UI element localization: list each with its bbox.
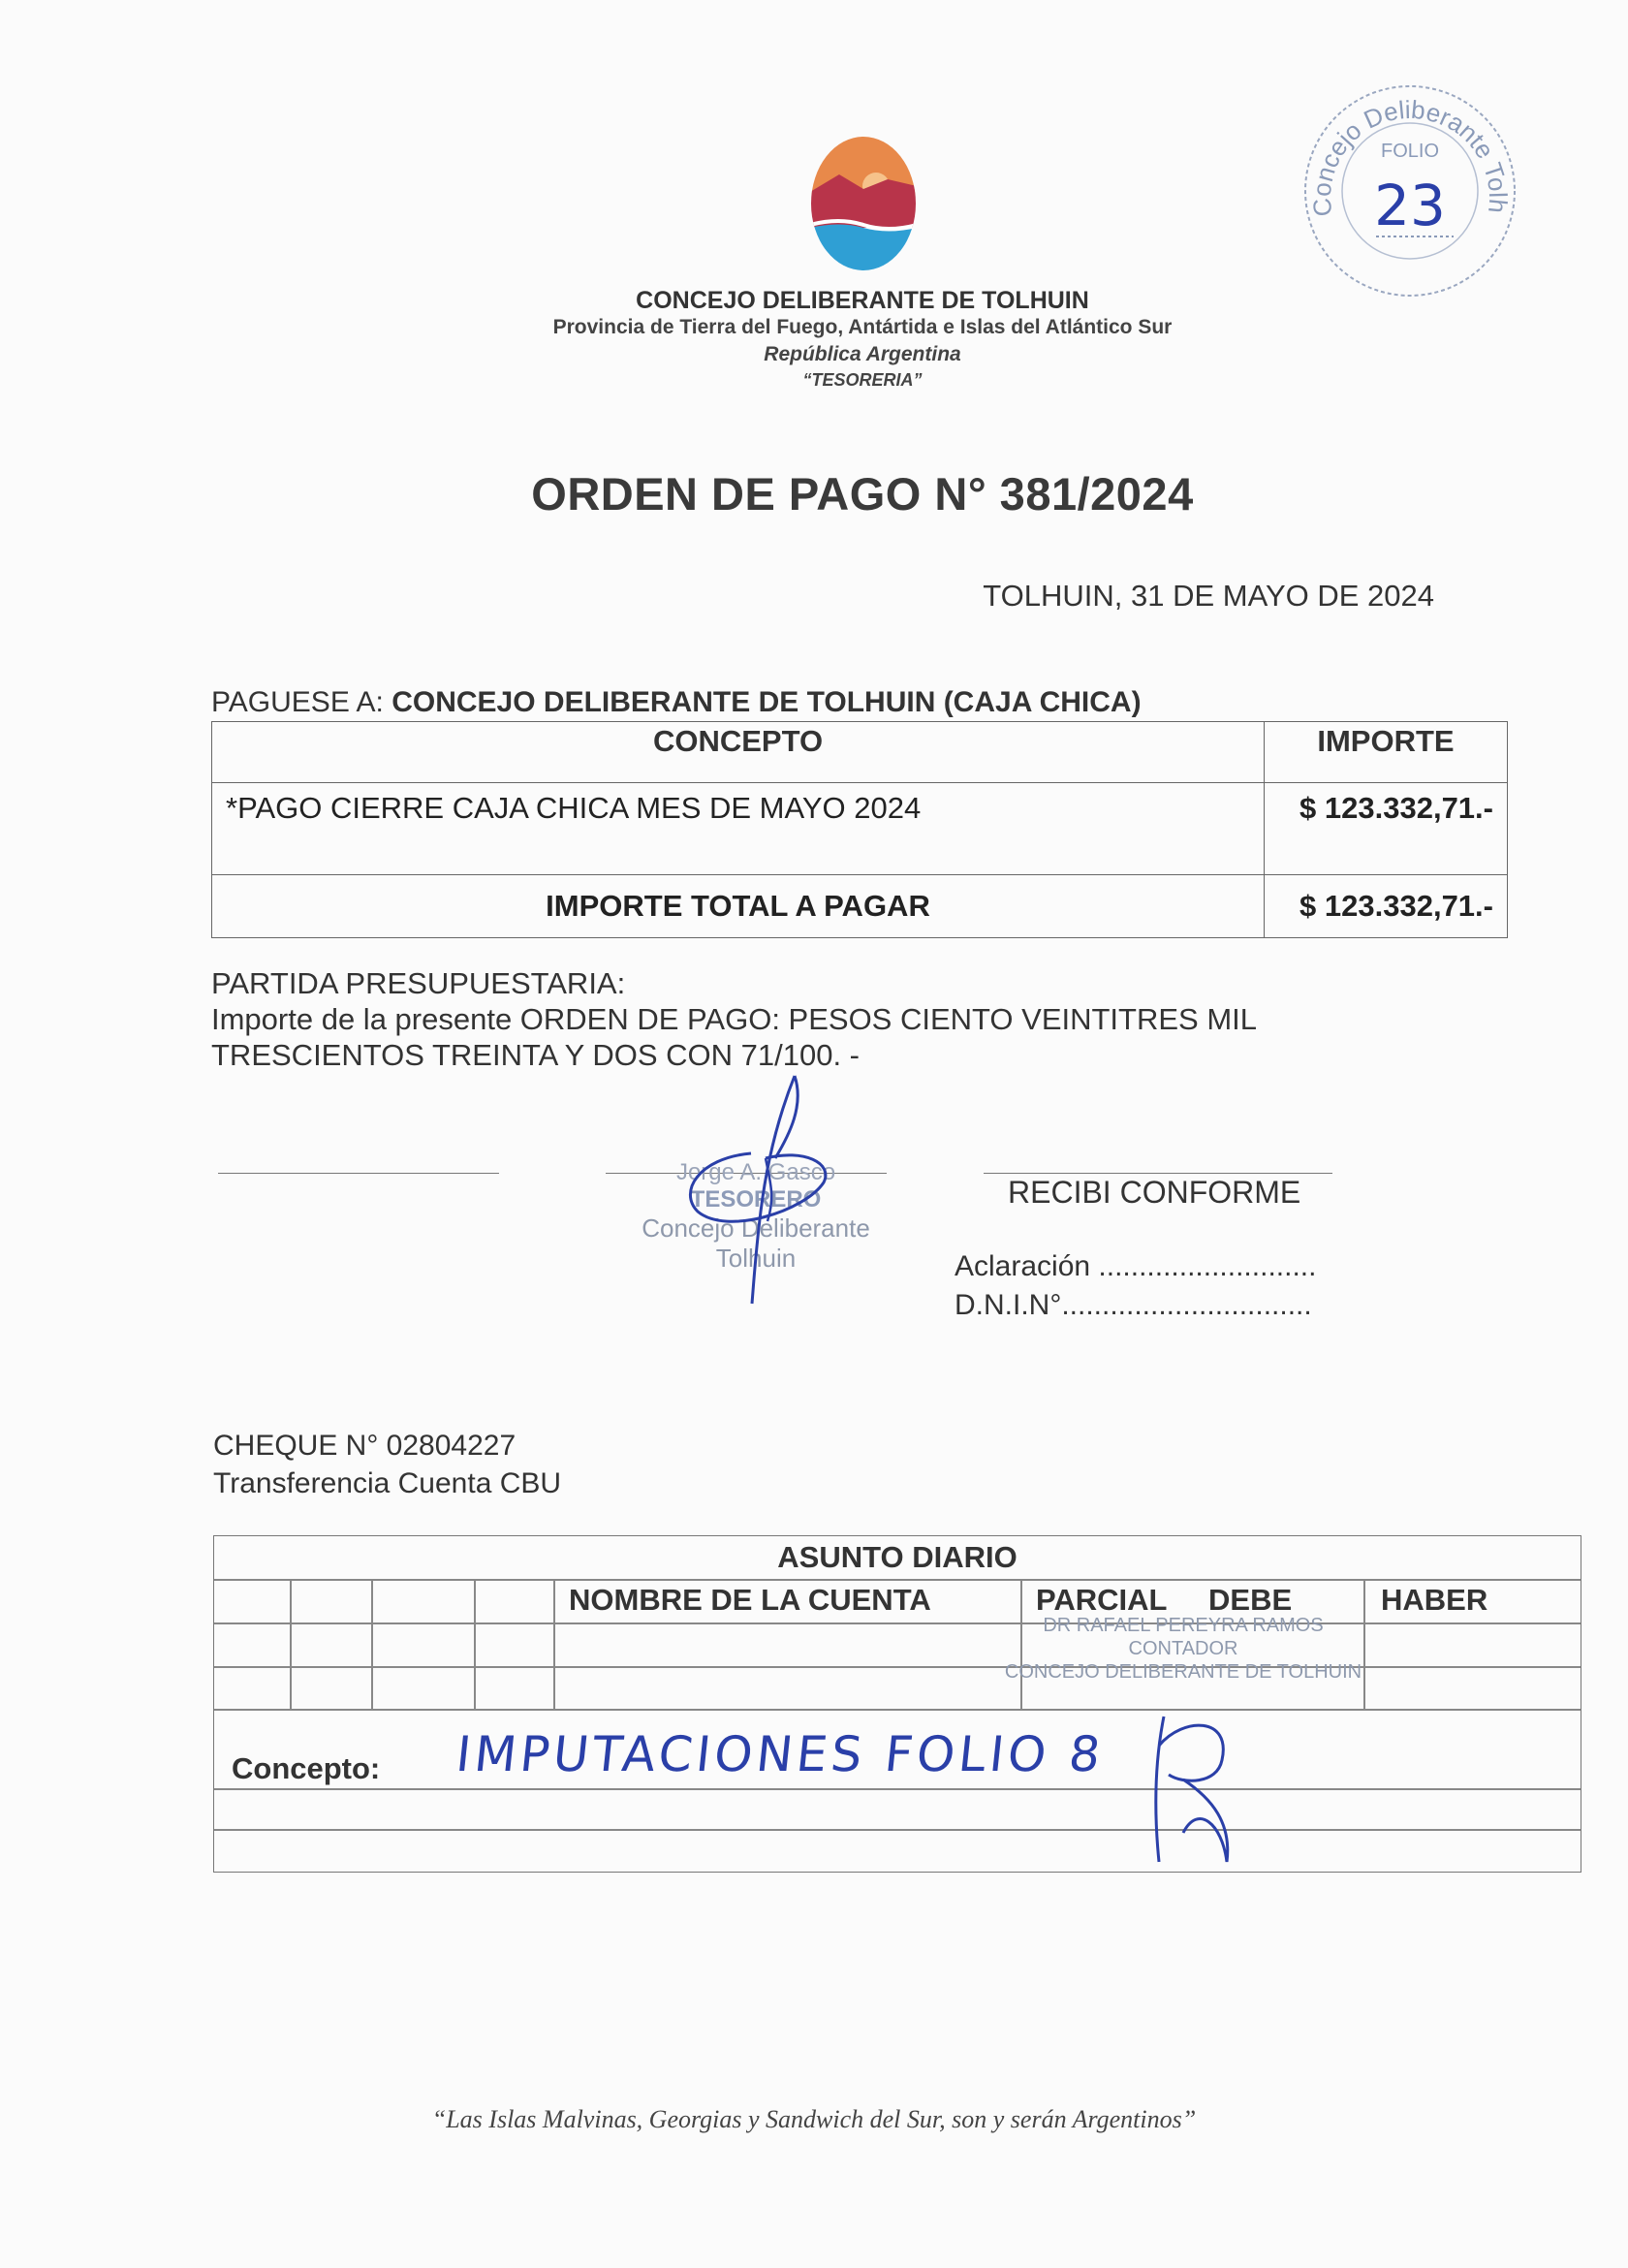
journal-rule bbox=[214, 1788, 1581, 1790]
place-date: TOLHUIN, 31 DE MAYO DE 2024 bbox=[983, 579, 1434, 613]
amount-header: IMPORTE bbox=[1265, 722, 1508, 783]
treasurer-signature bbox=[659, 1066, 872, 1308]
treasurer-org: Concejo Deliberante Tolhuin bbox=[642, 1213, 870, 1273]
signature-line-left bbox=[218, 1173, 499, 1174]
folio-number: 23 bbox=[1374, 173, 1446, 238]
dni-field: D.N.I.N°............................... bbox=[955, 1289, 1312, 1321]
handwritten-concept: IMPUTACIONES FOLIO 8 bbox=[453, 1726, 1108, 1782]
journal-title: ASUNTO DIARIO bbox=[777, 1540, 1018, 1574]
journal-rule bbox=[214, 1709, 1581, 1711]
treasurer-role: TESORERO bbox=[690, 1186, 822, 1213]
journal-rule bbox=[290, 1579, 292, 1709]
pay-to-line bbox=[211, 686, 1142, 719]
budget-label: PARTIDA PRESUPUESTARIA: bbox=[211, 966, 626, 1000]
journal-col-credit: HABER bbox=[1381, 1583, 1488, 1617]
accountant-name: DR RAFAEL PEREYRA RAMOS bbox=[1043, 1615, 1324, 1636]
accountant-initials bbox=[1125, 1707, 1270, 1872]
journal-rule bbox=[214, 1666, 1581, 1668]
page-title: ORDEN DE PAGO N° 381/2024 bbox=[531, 468, 1194, 520]
payee-name: CONCEJO DELIBERANTE DE TOLHUIN (CAJA CHICA) bbox=[391, 686, 1142, 718]
transfer-method: Transferencia Cuenta CBU bbox=[213, 1467, 562, 1499]
item-concept: *PAGO CIERRE CAJA CHICA MES DE MAYO 2024 bbox=[212, 783, 1265, 875]
journal-col-debit: DEBE bbox=[1208, 1583, 1293, 1617]
logo-emblem bbox=[810, 136, 917, 271]
header-department: “TESORERIA” bbox=[802, 370, 923, 390]
total-label: IMPORTE TOTAL A PAGAR bbox=[212, 875, 1265, 938]
budget-amount-words-1: Importe de la presente ORDEN DE PAGO: PESOS CIENTO VEINTITRES MIL bbox=[211, 1002, 1258, 1036]
folio-stamp bbox=[1289, 70, 1531, 312]
journal-rule bbox=[214, 1622, 1581, 1624]
header-province: Provincia de Tierra del Fuego, Antártida e Islas del Atlántico Sur bbox=[552, 316, 1173, 338]
journal-rule bbox=[214, 1829, 1581, 1831]
treasurer-name: Jorge A. Gasco bbox=[675, 1159, 836, 1185]
journal-rule bbox=[553, 1579, 555, 1709]
clarification-field: Aclaración ........................... bbox=[955, 1250, 1317, 1282]
accountant-role: CONTADOR bbox=[1128, 1638, 1238, 1659]
signature-line-right bbox=[984, 1173, 1332, 1174]
item-amount: $ 123.332,71.- bbox=[1265, 783, 1508, 875]
folio-ring-text: Concejo Deliberante Tolh bbox=[1306, 94, 1514, 218]
receipt-title: RECIBI CONFORME bbox=[1008, 1175, 1301, 1210]
payment-method bbox=[213, 1427, 561, 1502]
journal-rule bbox=[474, 1579, 476, 1709]
payment-table bbox=[211, 721, 1508, 938]
receipt-fields bbox=[955, 1247, 1316, 1325]
cheque-number: CHEQUE N° 02804227 bbox=[213, 1430, 517, 1462]
header-organization: CONCEJO DELIBERANTE DE TOLHUIN bbox=[636, 287, 1089, 314]
journal-concept-label: Concepto: bbox=[232, 1751, 381, 1785]
folio-label: FOLIO bbox=[1380, 141, 1440, 162]
journal-col-partial: PARCIAL bbox=[1036, 1583, 1168, 1617]
budget-section bbox=[211, 965, 1257, 1073]
header-republic: República Argentina bbox=[764, 343, 961, 365]
journal-rule bbox=[214, 1579, 1581, 1581]
concept-header: CONCEPTO bbox=[212, 722, 1265, 783]
budget-amount-words-2: TRESCIENTOS TREINTA Y DOS CON 71/100. - bbox=[211, 1038, 860, 1072]
journal-table bbox=[213, 1535, 1581, 1873]
total-amount: $ 123.332,71.- bbox=[1265, 875, 1508, 938]
accountant-org: CONCEJO DELIBERANTE DE TOLHUIN bbox=[1004, 1661, 1362, 1683]
accountant-stamp bbox=[999, 1614, 1367, 1684]
footer-motto: “Las Islas Malvinas, Georgias y Sandwich del Sur, son y serán Argentinos” bbox=[431, 2105, 1197, 2133]
pay-to-label: PAGUESE A: bbox=[211, 686, 384, 718]
journal-rule bbox=[371, 1579, 373, 1709]
journal-col-account: NOMBRE DE LA CUENTA bbox=[569, 1583, 931, 1617]
